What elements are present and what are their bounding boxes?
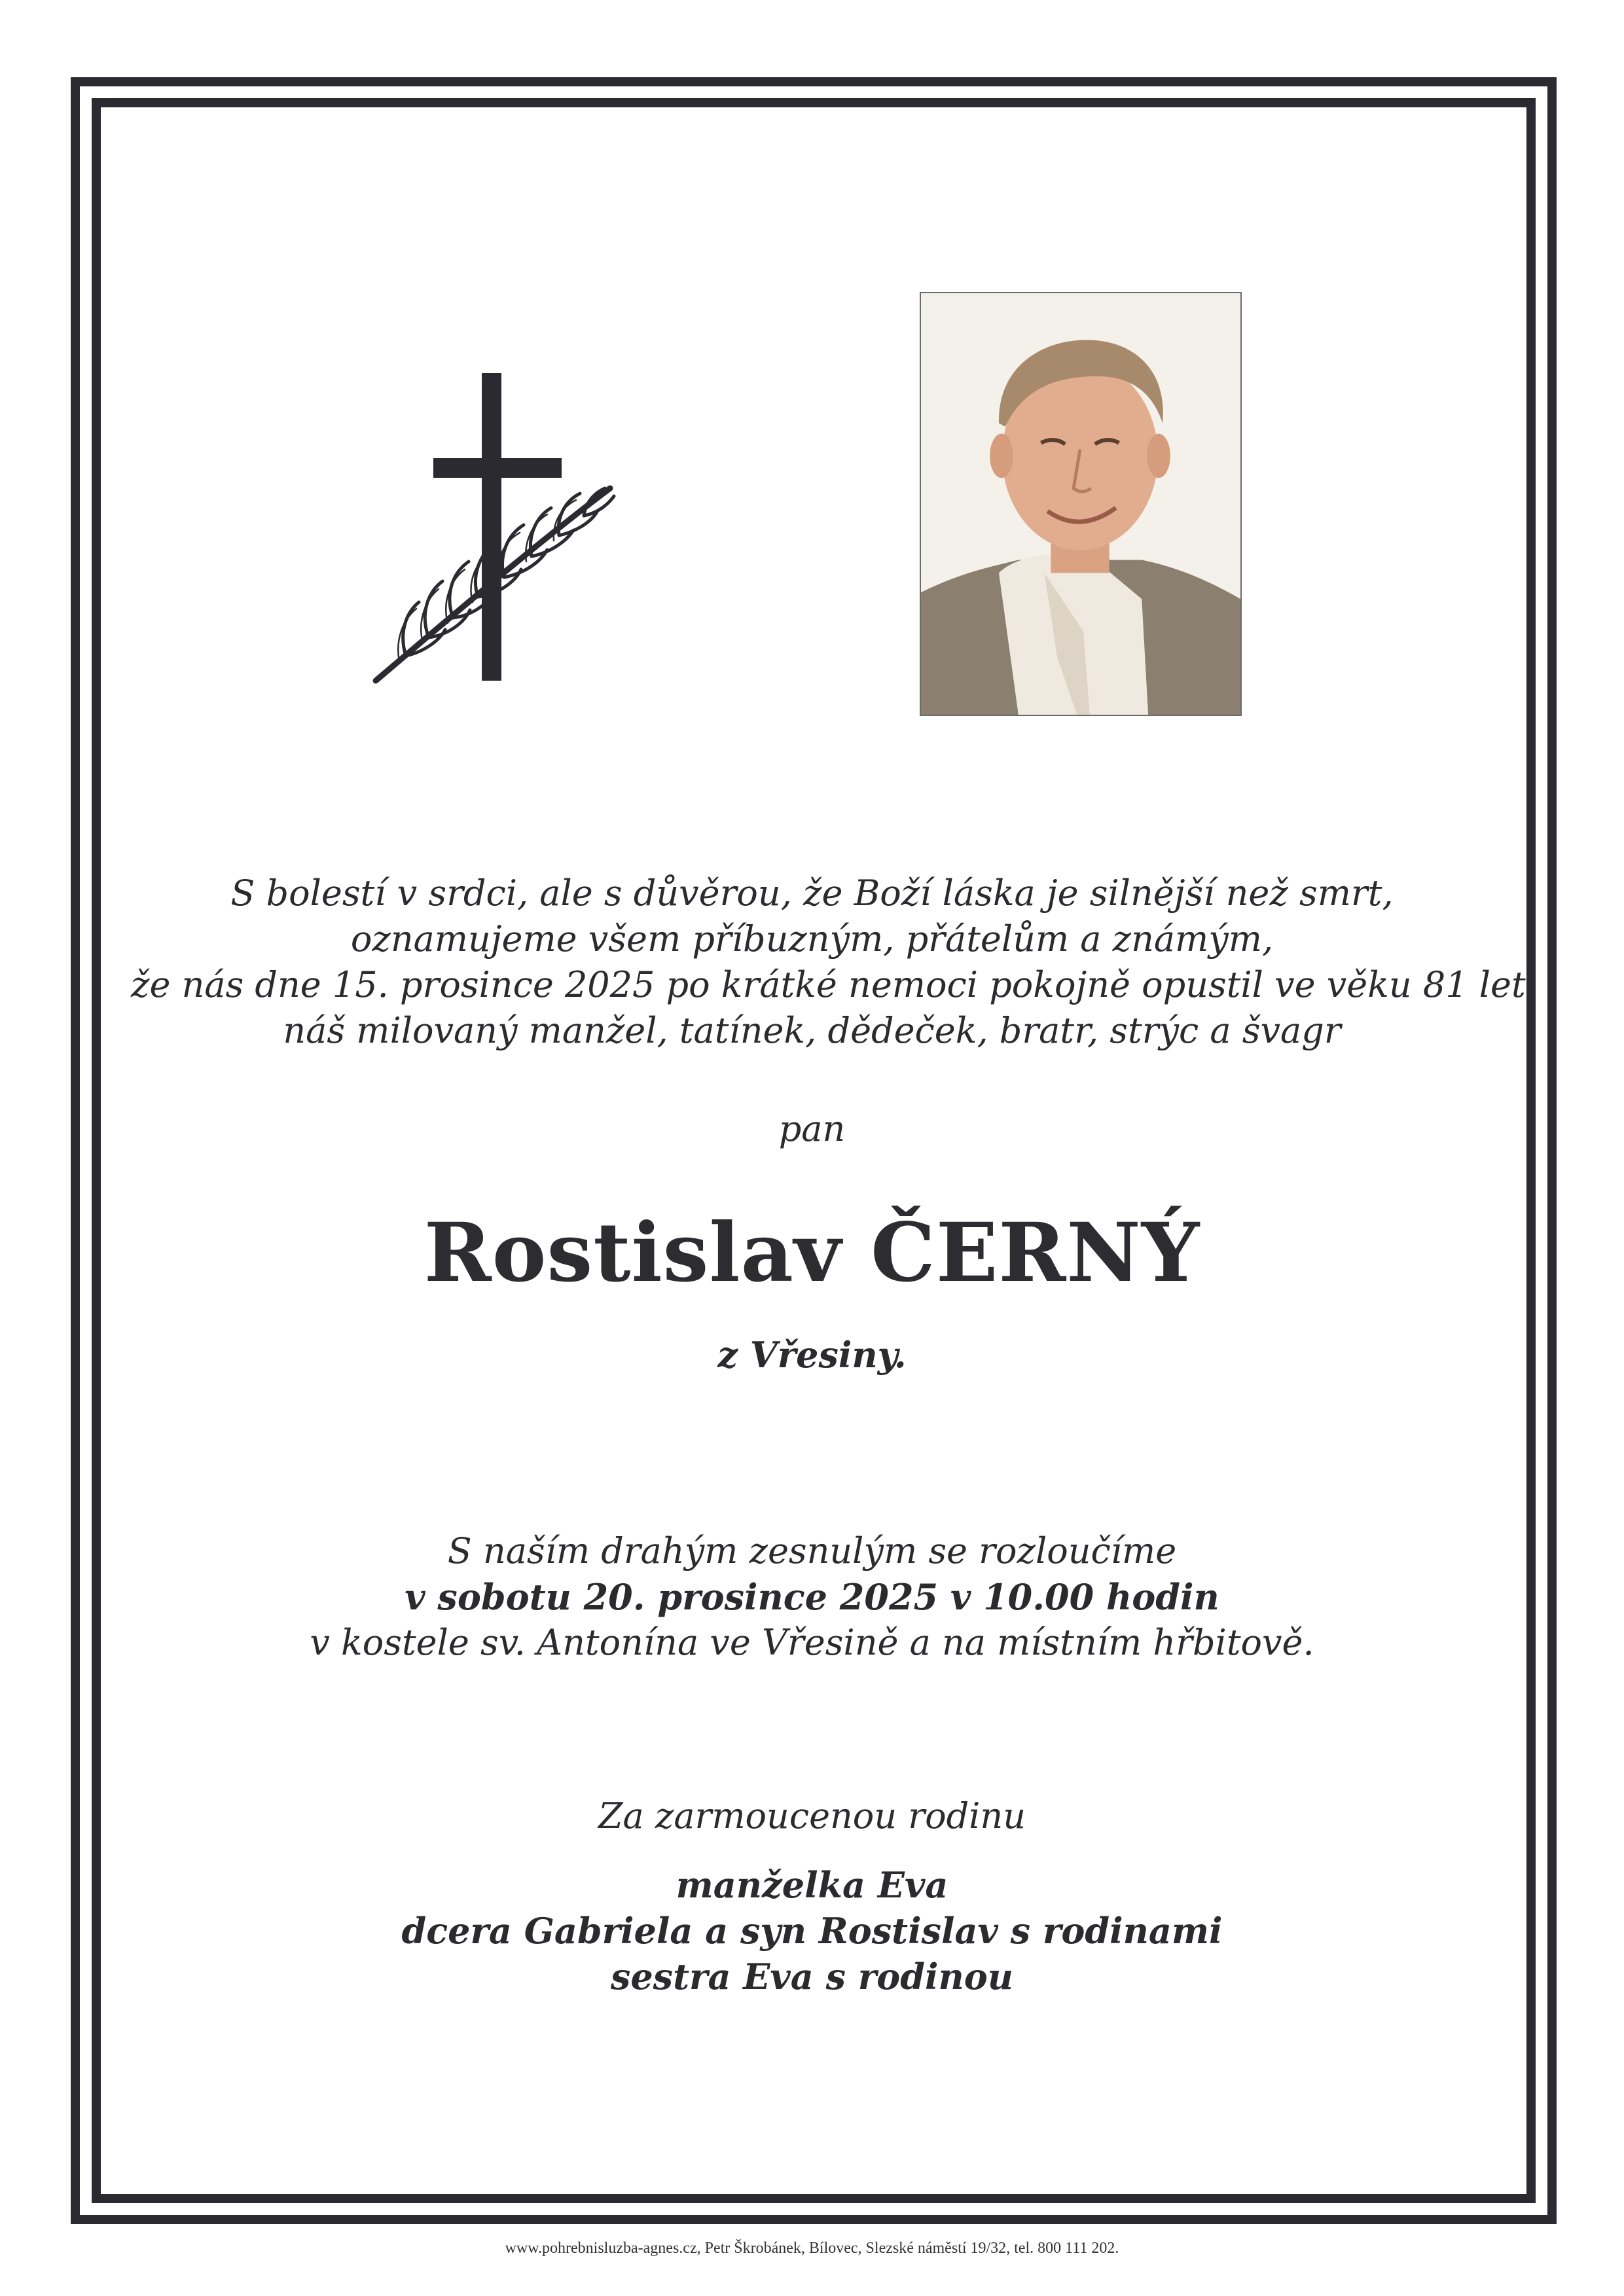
- honorific: pan: [778, 1108, 846, 1149]
- funeral-date-time: v sobotu 20. prosince 2025 v 10.00 hodin: [405, 1576, 1219, 1618]
- origin-place: z Vřesiny.: [717, 1334, 907, 1376]
- funeral-service-footer: www.pohrebnisluzba-agnes.cz, Petr Škrobánek, Bílovec, Slezské náměstí 19/32, tel. 800 111 202.: [505, 2240, 1119, 2257]
- funeral-details: [131, 1528, 1493, 1666]
- funeral-location: v kostele sv. Antonína ve Vřesině a na místním hřbitově.: [310, 1622, 1314, 1663]
- farewell-line: S naším drahým zesnulým se rozloučíme: [447, 1530, 1177, 1571]
- intro-line: S bolestí v srdci, ale s důvěrou, že Boží láska je silnější než smrt,: [230, 872, 1394, 914]
- family-signature: [131, 1862, 1493, 2000]
- intro-line: že nás dne 15. prosince 2025 po krátké nemoci pokojně opustil ve věku 81 let: [131, 964, 1526, 1005]
- portrait-photo: [920, 292, 1242, 716]
- intro-line: oznamujeme všem příbuzným, přátelům a známým,: [350, 918, 1274, 960]
- cross-with-palm-icon: [367, 373, 628, 700]
- signature-intro: Za zarmoucenou rodinu: [598, 1795, 1026, 1837]
- intro-line: náš milovaný manžel, tatínek, dědeček, bratr, strýc a švagr: [283, 1010, 1341, 1051]
- family-member: dcera Gabriela a syn Rostislav s rodinami: [401, 1910, 1223, 1952]
- announcement-text: [131, 870, 1526, 1054]
- family-member: sestra Eva s rodinou: [610, 1956, 1014, 1998]
- deceased-name: Rostislav ČERNÝ: [424, 1206, 1200, 1300]
- family-member: manželka Eva: [676, 1864, 948, 1906]
